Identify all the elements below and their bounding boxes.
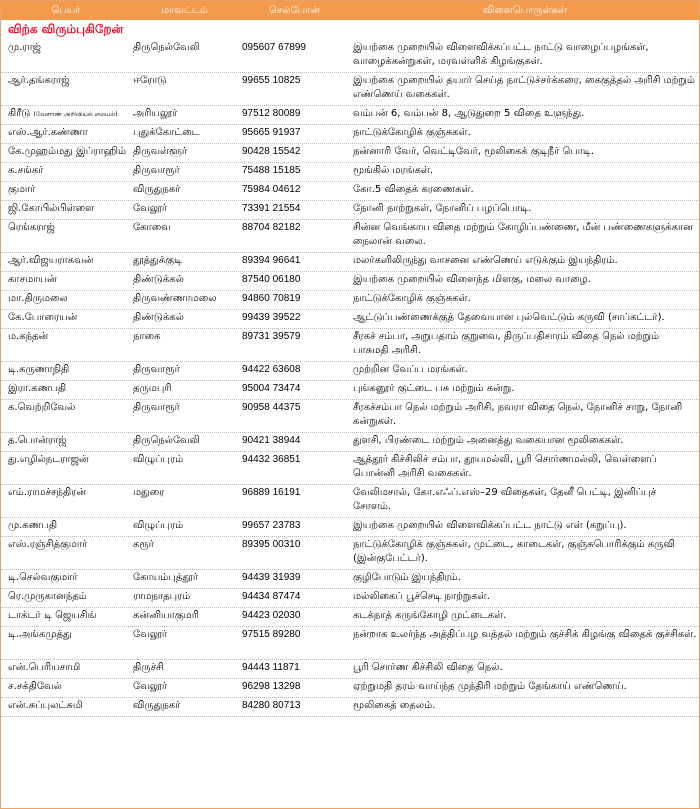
seller-name-text: ரெங்கராஜ்	[8, 222, 55, 233]
seller-phone: 095607 67899	[242, 42, 306, 53]
table-row	[1, 518, 699, 537]
seller-phone: 89395 00310	[242, 539, 301, 550]
seller-name	[1, 660, 131, 678]
seller-produce: ஆட்டுப்பண்ணைக்குத் தேவையான புல்வெட்டும் கருவி (சாப்கட்டர்).	[353, 312, 665, 323]
seller-name	[1, 291, 131, 309]
seller-produce: நன்னாரி வேர், வெட்டிவேர், மூலிகைக் குடிநீர் பொடி.	[353, 146, 595, 157]
seller-name	[1, 570, 131, 588]
seller-name	[1, 125, 131, 143]
seller-produce: மூலிகைத் தைலம்.	[353, 700, 436, 711]
seller-phone: 75488 15185	[242, 165, 301, 176]
table-row	[1, 452, 699, 485]
seller-name	[1, 433, 131, 451]
seller-phone: 90958 44375	[242, 402, 301, 413]
table-row	[1, 73, 699, 106]
seller-district: விருதுநகர்	[133, 184, 181, 195]
table-row	[1, 310, 699, 329]
table-row	[1, 220, 699, 253]
table-row	[1, 660, 699, 679]
seller-phone: 94434 87474	[242, 591, 301, 602]
seller-phone: 96889 16191	[242, 487, 301, 498]
seller-produce: துளசி, பிரண்டை மற்றும் அனைத்து வகையான மூலிகைகள்.	[353, 435, 624, 446]
seller-phone: 90428 15542	[242, 146, 301, 157]
seller-phone: 99655 10825	[242, 75, 301, 86]
seller-district: விழுப்புரம்	[133, 520, 184, 531]
seller-district: தருமபுரி	[133, 383, 172, 394]
seller-phone: 90421 38944	[242, 435, 301, 446]
seller-phone: 89731 39579	[242, 331, 301, 342]
seller-name-text: ரெ.முருகானந்தம்	[8, 591, 87, 602]
header-district: மாவட்டம்	[161, 4, 208, 16]
seller-name	[1, 518, 131, 536]
table-row	[1, 125, 699, 144]
seller-name	[1, 272, 131, 290]
seller-district: அரியலூர்	[133, 108, 178, 119]
seller-phone: 73391 21554	[242, 203, 301, 214]
seller-district: கரூர்	[133, 539, 154, 550]
header-name: பெயர்	[51, 4, 81, 16]
seller-district: கன்னியாகுமரி	[133, 610, 199, 621]
seller-phone: 95665 91937	[242, 127, 301, 138]
seller-name-text: என்.பெரியசாமி	[8, 662, 81, 673]
seller-phone: 94422 63608	[242, 364, 301, 375]
seller-name	[1, 253, 131, 271]
seller-name	[1, 362, 131, 380]
seller-phone: 94423 02030	[242, 610, 301, 621]
seller-name	[1, 201, 131, 219]
listing-table	[1, 40, 699, 717]
seller-district: மதுரை	[133, 487, 165, 498]
table-row	[1, 144, 699, 163]
table-row	[1, 698, 699, 717]
seller-district: திருநெல்வேலி	[133, 435, 200, 446]
seller-name-text: மு.கணபதி	[8, 520, 58, 531]
table-row	[1, 201, 699, 220]
seller-district: திருவாரூர்	[133, 165, 180, 176]
table-row	[1, 329, 699, 362]
seller-name-text: மா.திருமலை	[8, 293, 68, 304]
seller-name-text: டாக்டர் டி ஜெயசிங்	[8, 610, 97, 621]
seller-name	[1, 698, 131, 716]
seller-district: விருதுநகர்	[133, 700, 181, 711]
table-header	[1, 1, 699, 20]
table-row	[1, 679, 699, 698]
seller-name	[1, 40, 131, 72]
seller-produce: புங்கனூர் குட்டை பசு மற்றும் கன்று.	[353, 383, 515, 394]
seller-phone: 96298 13298	[242, 681, 301, 692]
seller-name	[1, 106, 131, 124]
seller-produce: நாட்டுக்கோழிக் குஞ்சுகள்.	[353, 127, 471, 138]
seller-name	[1, 627, 131, 659]
seller-name-text: எம்.ராமச்சந்திரன்	[8, 487, 87, 498]
seller-name-text: கே.போரையன்	[8, 312, 78, 323]
seller-name-text: டி.செல்வகுமார்	[8, 572, 78, 583]
seller-district: திருவாரூர்	[133, 364, 180, 375]
seller-district: கோவை	[133, 222, 171, 233]
seller-district: வேலூர்	[133, 681, 168, 692]
seller-district: விழுப்புரம்	[133, 454, 184, 465]
table-row	[1, 362, 699, 381]
seller-name	[1, 163, 131, 181]
seller-phone: 99657 23783	[242, 520, 301, 531]
seller-phone: 84280 80713	[242, 700, 301, 711]
seller-produce: வம்பன் 6, வம்பன் 8, ஆடுதுறை 5 விதை உளுந்து.	[353, 108, 585, 119]
seller-district: ராமநாதபுரம்	[133, 591, 191, 602]
seller-name	[1, 310, 131, 328]
seller-name-text: க.சங்கர்	[8, 165, 44, 176]
seller-phone: 95004 73474	[242, 383, 301, 394]
seller-name-text: ஜி.கோபில்பிள்ளை	[8, 203, 95, 214]
seller-phone: 94443 11871	[242, 662, 300, 673]
table-row	[1, 570, 699, 589]
seller-produce: முற்றின வேப்ப மரங்கள்.	[353, 364, 468, 375]
seller-name-text: ம.கந்தன்	[8, 331, 49, 342]
seller-name-text: கே.முஹம்மது இப்ராஹிம்	[8, 146, 127, 157]
seller-produce: ஆத்தூர் கிச்சிலிச் சம்பா, தூயமல்லி, பூரி சொர்ணமல்லி, வெள்ளைப் பொன்னி அரிசி வகைகள்.	[353, 454, 657, 479]
seller-name-text: எஸ்.ரஞ்சித்குமார்	[8, 539, 88, 550]
table-row	[1, 433, 699, 452]
seller-district: திண்டுக்கல்	[133, 274, 184, 285]
seller-phone: 97515 89280	[242, 629, 301, 640]
seller-phone: 88704 82182	[242, 222, 301, 233]
seller-district: திருவண்ணாமலை	[133, 293, 217, 304]
seller-name	[1, 220, 131, 252]
seller-name-text: டி.அங்கமுத்து	[8, 629, 72, 640]
seller-name-text: த.பொன்ராஜ்	[8, 435, 67, 446]
seller-name	[1, 608, 131, 626]
seller-district: திண்டுக்கல்	[133, 312, 184, 323]
table-row	[1, 163, 699, 182]
seller-name	[1, 144, 131, 162]
seller-district: நாகை	[133, 331, 161, 342]
seller-name-text: குமார்	[8, 184, 36, 195]
seller-name	[1, 452, 131, 484]
seller-phone: 99439 39522	[242, 312, 301, 323]
seller-name-text: து.எழில்நடராஜன்	[8, 454, 89, 465]
seller-district: திருச்சி	[133, 662, 164, 673]
seller-name-text: என்.சுப்புலட்சுமி	[8, 700, 83, 711]
seller-produce: கடக்நாத் கருங்கோழி முட்டைகள்.	[353, 610, 507, 621]
table-row	[1, 272, 699, 291]
seller-produce: இயற்கை முறையில் தயார் செய்த நாட்டுச்சர்க்கரை, கைகுத்தல் அரிசி மற்றும் எண்ணெய் வகைகள்.	[353, 75, 695, 100]
seller-name	[1, 485, 131, 517]
table-row	[1, 253, 699, 272]
table-row	[1, 106, 699, 125]
seller-phone: 97512 80089	[242, 108, 301, 119]
seller-phone: 94860 70819	[242, 293, 301, 304]
seller-produce: நாட்டுக்கோழிக் குஞ்சுகள், முட்டை, காடைகள், குஞ்சுபொரிக்கும் கருவி (இன்குபேட்டர்).	[353, 539, 675, 564]
seller-produce: சீரகச் சம்பா, அறுபதாம் குறுவை, திருப்பதிசாரம் விதை நெல் மற்றும் பாசுமதி அரிசி.	[353, 331, 660, 356]
seller-district: வேலூர்	[133, 629, 168, 640]
seller-produce: சீரகச்சம்பா நெல் மற்றும் அரிசி, நவரா விதை நெல், நோனிச் சாறு, நோனி கன்றுகள்.	[353, 402, 683, 427]
table-row	[1, 627, 699, 660]
seller-produce: பூரி சொர்ண கிச்சிலி விதை நெல்.	[353, 662, 503, 673]
seller-name-text: இரா.கணபதி	[8, 383, 67, 394]
seller-produce: கோ.5 விதைக் கரணைகள்.	[353, 184, 474, 195]
seller-name	[1, 182, 131, 200]
seller-name-text: மு.ராஜ்	[8, 42, 42, 53]
seller-district: புதுக்கோட்டை	[133, 127, 200, 138]
seller-produce: இயற்கை முறையில் விளைந்த மிளகு, மலை வாழை.	[353, 274, 591, 285]
table-row	[1, 537, 699, 570]
seller-produce: சின்ன வெங்காய விதை மற்றும் கோழிப்பண்ணை, மீன் பண்ணைகளுக்கான நைலான் வலை.	[353, 222, 693, 247]
table-row	[1, 291, 699, 310]
seller-district: தூத்துக்குடி	[133, 255, 182, 266]
table-row	[1, 182, 699, 201]
table-row	[1, 400, 699, 433]
seller-name-text: காசமாயன்	[8, 274, 57, 285]
seller-phone: 89394 96641	[242, 255, 301, 266]
seller-name	[1, 589, 131, 607]
seller-district: திருவள்ளூர்	[133, 146, 188, 157]
seller-produce: குழிபோடும் இயந்திரம்.	[353, 572, 461, 583]
seller-name	[1, 537, 131, 569]
seller-name	[1, 329, 131, 361]
seller-produce: இயற்கை முறையில் விளைவிக்கப்பட்ட நாட்டு எள் (கறுப்பு).	[353, 520, 627, 531]
seller-produce: மூங்கில் மரங்கள்.	[353, 165, 434, 176]
seller-phone: 94439 31939	[242, 572, 301, 583]
header-produce: விளைபொருள்கள்	[482, 4, 568, 16]
seller-name-text: எஸ்.ஆர்.கண்ணா	[8, 127, 88, 138]
section-title: விற்க விரும்புகிறேன்	[8, 22, 124, 36]
seller-produce: இயற்கை முறையில் விளைவிக்கப்பட்ட நாட்டு வாழைப்பழங்கள், வாழைக்கன்றுகள், மரவள்ளிக் கிழங்குகள்.	[353, 42, 649, 67]
seller-produce: வேலிமசால், கோ.எஃப்.எஸ்–29 விதைகள், தேனீ பெட்டி, இனிப்புச் சோளம்.	[353, 487, 657, 512]
seller-name	[1, 400, 131, 432]
seller-phone: 87540 06180	[242, 274, 301, 285]
seller-produce: மலர்களிலிருந்து வாசனை எண்ணெய் எடுக்கும் இயந்திரம்.	[353, 255, 618, 266]
seller-name-text: ஆர்.தங்கராஜ்	[8, 75, 70, 86]
seller-produce: ஏற்றுமதி தரம் வாய்ந்த முந்திரி மற்றும் தேங்காய் எண்ணெய்.	[353, 681, 627, 692]
table-row	[1, 485, 699, 518]
seller-district: கோயம்புத்தூர்	[133, 572, 199, 583]
table-row	[1, 40, 699, 73]
seller-name-text: கிரீடு	[8, 108, 31, 119]
seller-produce: நாட்டுக்கோழிக் குஞ்சுகள்.	[353, 293, 471, 304]
table-row	[1, 589, 699, 608]
header-phone: செல்போன்	[268, 4, 321, 16]
seller-name	[1, 381, 131, 399]
seller-name-text: ஆர்.விஜயராகவன்	[8, 255, 94, 266]
seller-name-text: ச.சக்திவேல்	[8, 681, 62, 692]
seller-name-text: க.வெற்றிவேல்	[8, 402, 76, 413]
seller-name	[1, 679, 131, 697]
seller-name-note: (வேளாண் அறிவியல் மையம்)	[33, 111, 118, 118]
seller-phone: 94432 36851	[242, 454, 301, 465]
seller-produce: மல்லிகைப் பூச்செடி நாற்றுகள்.	[353, 591, 490, 602]
seller-produce: நோனி நாற்றுகள், நோனிப் பழப்பொடி.	[353, 203, 532, 214]
seller-phone: 75984 04612	[242, 184, 301, 195]
table-row	[1, 608, 699, 627]
seller-produce: நன்றாக உலர்ந்த அத்திப்பழ வத்தல் மற்றும் குச்சிக் கிழங்கு விதைக் குச்சிகள்.	[353, 629, 697, 640]
seller-district: ஈரோடு	[133, 75, 167, 86]
seller-name	[1, 73, 131, 105]
seller-district: திருவாரூர்	[133, 402, 180, 413]
table-row	[1, 381, 699, 400]
seller-district: திருநெல்வேலி	[133, 42, 200, 53]
seller-district: வேலூர்	[133, 203, 168, 214]
seller-name-text: டி.கருணாநிதி	[8, 364, 70, 375]
